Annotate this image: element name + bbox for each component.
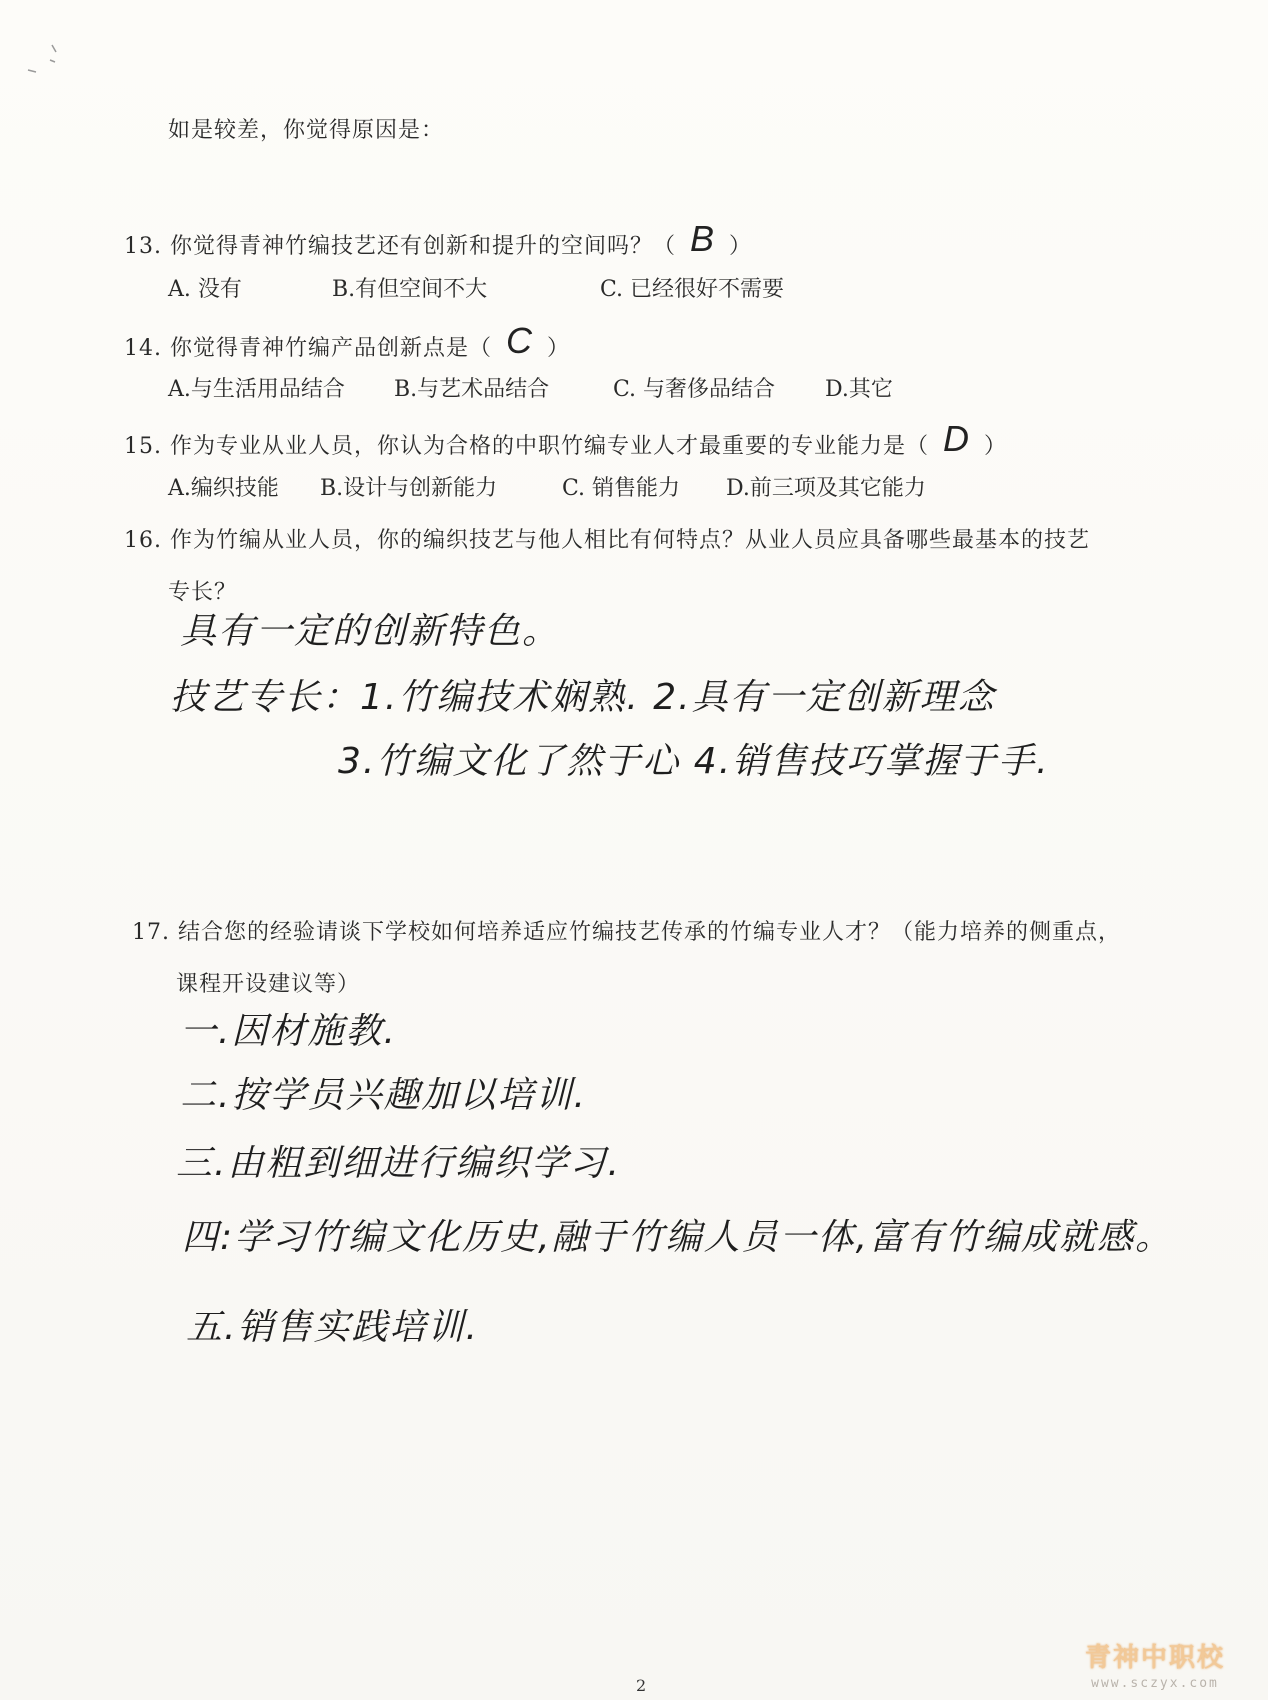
- q16-question-line1: 16. 作为竹编从业人员，你的编织技艺与他人相比有何特点？从业人员应具备哪些最基本的技艺: [124, 528, 1090, 553]
- q14-option-a: A.与生活用品结合: [168, 377, 345, 402]
- scan-artifact: [22, 40, 62, 90]
- q15-option-a: A.编织技能: [168, 476, 279, 501]
- q15-option-c: C. 销售能力: [562, 476, 681, 501]
- q17-handwritten-line2: 二.按学员兴趣加以培训.: [180, 1075, 587, 1116]
- q13-handwritten-answer: B: [689, 218, 715, 259]
- q15-text: 15. 作为专业从业人员，你认为合格的中职竹编专业人才最重要的专业能力是（: [124, 434, 929, 459]
- watermark-url: www.sczyx.com: [1091, 1676, 1219, 1691]
- q17-handwritten-line3: 三.由粗到细进行编织学习.: [176, 1143, 621, 1184]
- page-number: 2: [636, 1676, 647, 1695]
- q16-handwritten-line3: 3.竹编文化了然于心 4.销售技巧掌握于手.: [338, 741, 1050, 782]
- q13-option-c: C. 已经很好不需要: [600, 277, 785, 302]
- q13-question: [124, 218, 753, 262]
- q15-close: ）: [983, 434, 1007, 459]
- q13-text: 13. 你觉得青神竹编技艺还有创新和提升的空间吗？（: [124, 234, 676, 259]
- q13-option-a: A. 没有: [168, 277, 242, 302]
- q14-option-b: B.与艺术品结合: [394, 377, 550, 402]
- q17-handwritten-line4: 四:学习竹编文化历史,融于竹编人员一体,富有竹编成就感。: [182, 1217, 1174, 1258]
- q17-handwritten-line1: 一.因材施教.: [180, 1011, 397, 1052]
- q14-close: ）: [546, 336, 570, 361]
- q14-question: [124, 320, 570, 364]
- q12-followup: 如是较差，你觉得原因是：: [168, 118, 445, 143]
- watermark-title: 青神中职校: [1084, 1643, 1225, 1673]
- q14-option-d: D.其它: [825, 377, 893, 402]
- q17-handwritten-line5: 五.销售实践培训.: [186, 1307, 479, 1348]
- q15-question: [124, 418, 1007, 462]
- q17-question-line2: 课程开设建议等）: [176, 972, 361, 997]
- q13-close: ）: [729, 234, 753, 259]
- q16-question-line2: 专长？: [168, 580, 238, 605]
- q14-text: 14. 你觉得青神竹编产品创新点是（: [124, 336, 492, 361]
- q15-option-b: B.设计与创新能力: [320, 476, 498, 501]
- q16-handwritten-line1: 具有一定的创新特色。: [180, 611, 561, 652]
- site-watermark: [1055, 1637, 1255, 1691]
- q13-option-b: B.有但空间不大: [332, 277, 488, 302]
- q15-handwritten-answer: D: [942, 418, 970, 459]
- q14-option-c: C. 与奢侈品结合: [613, 377, 776, 402]
- q17-question-line1: 17. 结合您的经验请谈下学校如何培养适应竹编技艺传承的竹编专业人才？（能力培养的侧重点，: [132, 920, 1121, 945]
- q15-option-d: D.前三项及其它能力: [726, 476, 926, 501]
- q14-handwritten-answer: C: [505, 320, 533, 361]
- q16-handwritten-line2: 技艺专长：1.竹编技术娴熟. 2.具有一定创新理念: [170, 677, 996, 718]
